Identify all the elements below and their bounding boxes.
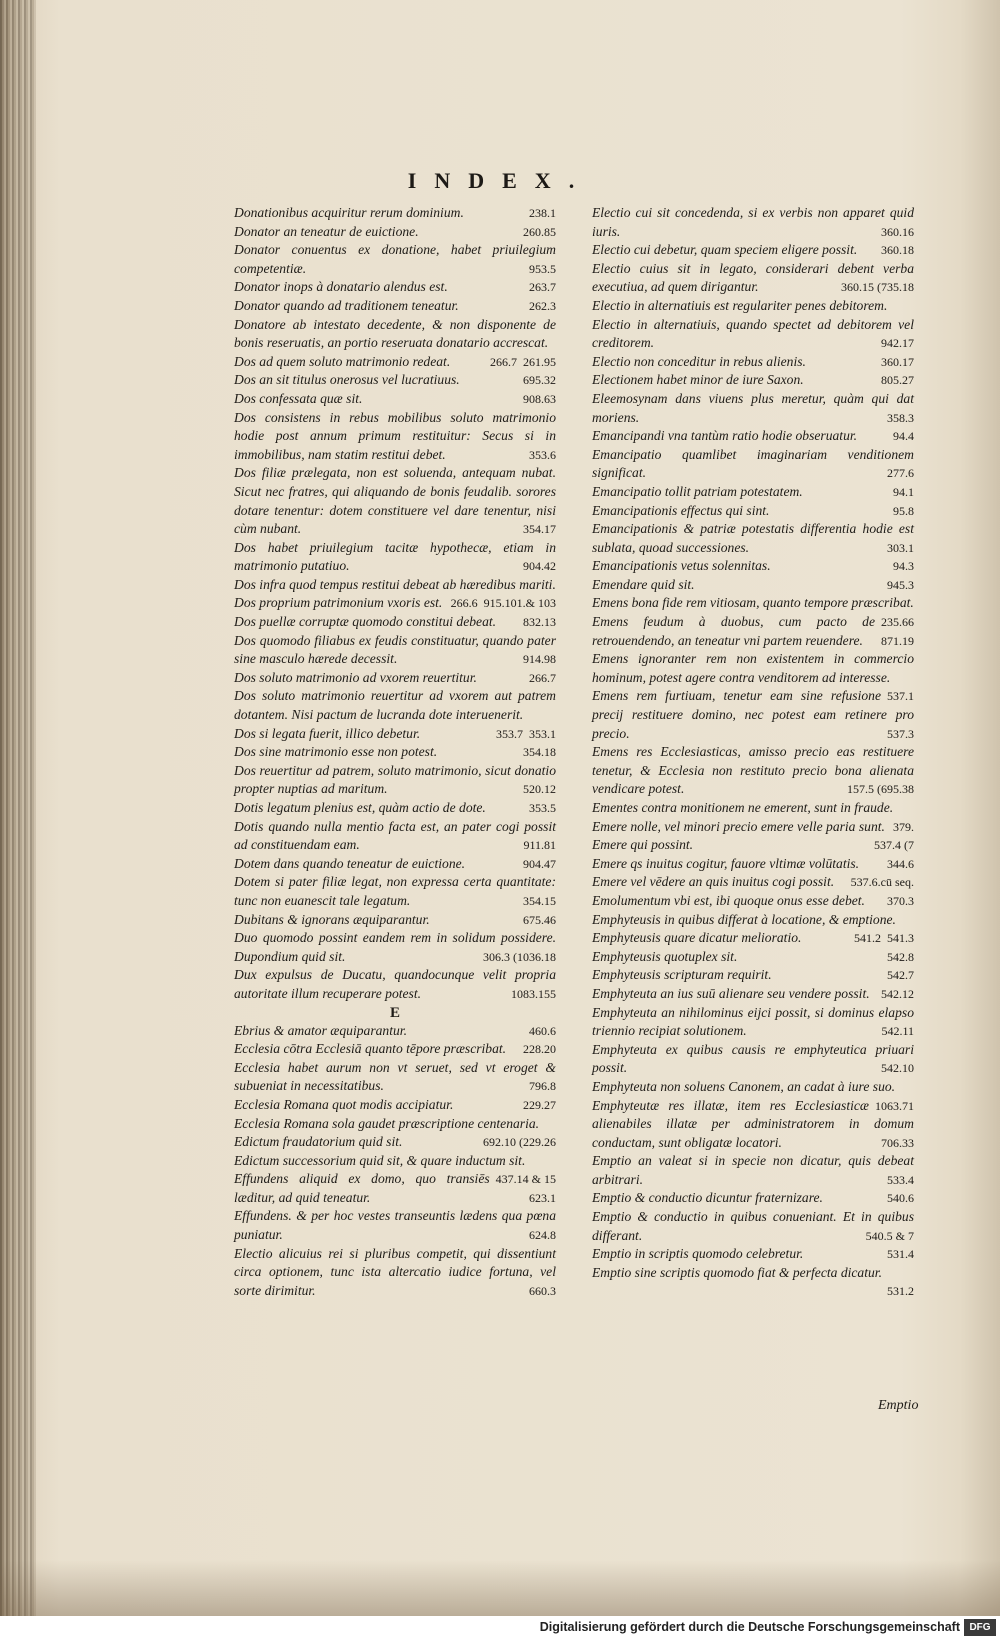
index-entry <box>234 539 556 576</box>
index-entry <box>592 836 914 855</box>
entry-reference: 953.5 <box>529 261 556 276</box>
entry-reference: 379. <box>893 819 914 834</box>
entry-reference: 353.6 <box>529 447 556 462</box>
entry-reference: 360.15 (735.18 <box>841 280 914 295</box>
index-entry <box>234 855 556 874</box>
index-entry <box>592 873 914 892</box>
entry-reference: 460.6 <box>529 1023 556 1038</box>
entry-text: Emens feudum à duobus, cum pacto de retrouendendo, an teneatur vni partem reuendere. <box>592 614 875 648</box>
index-entry <box>234 725 556 744</box>
entry-reference: 266.7 <box>490 354 517 369</box>
entry-reference: 805.27 <box>881 373 914 388</box>
index-entry <box>234 613 556 632</box>
entry-text: Emens ignoranter rem non existentem in commercio hominum, potest agere contra venditorem ad interesse. <box>592 651 914 685</box>
entry-reference: 624.8 <box>529 1228 556 1243</box>
entry-reference: 354.15 <box>523 893 556 908</box>
entry-text: Dotis quando nulla mentio facta est, an pater cogi possit ad constituendam eam. <box>234 818 556 853</box>
entry-text: Ecclesia habet aurum non vt seruet, sed vt eroget & subueniat in necessitatibus. <box>234 1059 556 1094</box>
entry-text: Electio in alternatiuis est regulariter penes debitorem. <box>592 297 888 313</box>
entry-reference: 354.17 <box>523 522 556 537</box>
entry-text: Emendare quid sit. <box>592 576 695 592</box>
index-entry <box>234 873 556 910</box>
entry-text: Dos ad quem soluto matrimonio redeat. <box>234 353 451 369</box>
entry-reference: 360.18 <box>881 243 914 258</box>
entry-reference: 832.13 <box>523 615 556 630</box>
index-entry <box>592 1078 914 1113</box>
entry-text: Dux expulsus de Ducatu, quandocunque velit propria autoritate illum recuperare potest. <box>234 967 556 1001</box>
entry-reference: 542.7 <box>887 968 914 983</box>
entry-text: Dos filiæ prælegata, non est soluenda, antequam nubat. Sicut nec fratres, qui aliquando de bonis feudalib. sorores dotare tenentur: dotem constituere vel dare tenentur, nisi cùm nubant. <box>234 465 556 537</box>
entry-text: Dos infra quod tempus restitui debeat ab hæredibus mariti. <box>234 576 556 592</box>
index-entry <box>592 948 914 967</box>
index-entry <box>592 1041 914 1078</box>
index-entry <box>592 427 914 446</box>
entry-text: Ebrius & amator æquiparantur. <box>234 1022 407 1038</box>
entry-text: Electionem habet minor de iure Saxon. <box>592 372 804 388</box>
index-entry <box>592 929 914 948</box>
entry-reference: 94.1 <box>893 484 914 499</box>
entry-text: Emptio & conductio dicuntur fraternizare. <box>592 1190 823 1206</box>
entry-text: Emphyteuta an nihilominus eijci possit, si dominus elapso triennio recipiat solutionem. <box>592 1004 914 1039</box>
entry-text: Dotis legatum plenius est, quàm actio de dote. <box>234 800 486 815</box>
index-entry <box>592 613 914 650</box>
entry-reference: 235.66 <box>881 615 914 630</box>
index-entry <box>592 1189 914 1208</box>
entry-reference: 660.3 <box>529 1283 556 1298</box>
index-entry <box>234 1115 556 1134</box>
entry-text: Donationibus acquiritur rerum dominium. <box>234 205 464 220</box>
entry-text: Emancipationis vetus solennitas. <box>592 558 771 574</box>
index-entry <box>592 985 914 1004</box>
entry-reference: 675.46 <box>523 912 556 927</box>
index-entry <box>592 502 914 521</box>
entry-text: Emphyteuta ex quibus causis re emphyteutica priuari possit. <box>592 1041 914 1076</box>
index-entry <box>592 687 914 743</box>
index-entry <box>234 390 556 409</box>
index-entry <box>234 762 556 799</box>
entry-reference: 540.6 <box>887 1191 914 1206</box>
entry-reference: 542.12 <box>881 986 914 1001</box>
index-entry <box>592 743 914 799</box>
entry-text: Emptio an valeat si in specie non dicatur, quis debeat arbitrari. <box>592 1153 914 1187</box>
entry-reference: 95.8 <box>893 503 914 518</box>
entry-text: Emphyteusis scripturam requirit. <box>592 967 772 983</box>
entry-reference: 303.1 <box>887 540 914 555</box>
index-entry <box>592 966 914 985</box>
index-entry <box>592 1208 914 1245</box>
entry-text: Ecclesia Romana sola gaudet præscriptione centenaria. <box>234 1115 540 1131</box>
entry-text: Emphyteusis in quibus differat à locatione, & emptione. <box>592 911 896 927</box>
entry-text: Emptio in scriptis quomodo celebretur. <box>592 1246 804 1262</box>
entry-reference: 353.7 <box>496 726 523 741</box>
entry-reference: 911.81 <box>523 838 556 853</box>
entry-reference: 542.8 <box>887 949 914 964</box>
index-entry <box>592 1152 914 1189</box>
entry-reference: 692.10 (229.26 <box>483 1135 556 1150</box>
index-entry <box>592 297 914 316</box>
entry-text: Dos si legata fuerit, illico debetur. <box>234 725 421 741</box>
entry-reference: 354.18 <box>523 745 556 760</box>
index-entry <box>234 371 556 390</box>
entry-reference: 437.14 & 15 <box>495 1172 556 1187</box>
entry-text: Effundens aliquid ex domo, quo transiēs læditur, ad quid teneatur. <box>234 1171 490 1205</box>
entry-text: Dotem si pater filiæ legat, non expressa certa quantitate: tunc non euanescit tale legatum. <box>234 874 556 908</box>
page-title: INDEX. <box>407 168 593 193</box>
entry-reference: 537.6.cū seq. <box>850 875 914 890</box>
entry-reference: 541.2 <box>854 931 881 946</box>
entry-reference: 915.101.& 103 <box>483 596 556 611</box>
entry-text: Emens res Ecclesiasticas, amisso precio eas restituere tenetur, & Ecclesia non restituto precio bona alienata vendicare potest. <box>592 744 914 797</box>
entry-text: Ecclesia cōtra Ecclesiā quanto tēpore præscribat. <box>234 1041 507 1057</box>
entry-reference: 360.17 <box>881 354 914 369</box>
entry-reference: 229.27 <box>523 1097 556 1112</box>
index-entry <box>234 1170 556 1207</box>
entry-reference: 540.5 & 7 <box>865 1228 914 1243</box>
entry-text: Emphyteusis quotuplex sit. <box>592 948 738 964</box>
entry-reference: 370.3 <box>887 893 914 908</box>
entry-text: Dos proprium patrimonium vxoris est. <box>234 595 443 611</box>
entry-reference: 531.2 <box>887 1284 914 1299</box>
index-entry <box>592 353 914 372</box>
entry-text: Emere qs inuitus cogitur, fauore vltimæ volūtatis. <box>592 855 860 871</box>
entry-text: Emancipationis effectus qui sint. <box>592 502 770 518</box>
entry-text: Duo quomodo possint eandem rem in solidum possidere. Dupondium quid sit. <box>234 930 556 964</box>
index-entry <box>592 650 914 704</box>
index-entry <box>234 409 556 465</box>
entry-reference: 94.3 <box>893 559 914 574</box>
index-entry <box>234 1096 556 1115</box>
entry-reference: 1063.71 <box>875 1098 914 1113</box>
index-column-right <box>592 204 914 1301</box>
index-entry <box>592 1004 914 1041</box>
entry-reference: 623.1 <box>529 1190 556 1205</box>
index-entry <box>234 743 556 762</box>
index-entry <box>234 278 556 297</box>
entry-reference: 945.3 <box>887 577 914 592</box>
index-entry <box>592 557 914 576</box>
index-entry <box>592 241 914 260</box>
entry-text: Donator inops à donatario alendus est. <box>234 279 448 295</box>
entry-reference: 94.4 <box>893 429 914 444</box>
entry-reference: 1083.155 <box>511 986 556 1001</box>
index-entry <box>592 576 914 595</box>
index-entry <box>234 799 556 818</box>
entry-reference: 537.1 <box>887 689 914 704</box>
entry-text: Electio cui sit concedenda, si ex verbis non apparet quid iuris. <box>592 205 914 239</box>
index-entry <box>234 241 556 278</box>
index-entry <box>234 929 556 966</box>
entry-reference: 942.17 <box>881 336 914 351</box>
entry-reference: 157.5 (695.38 <box>847 782 914 797</box>
entry-text: Dos confessata quæ sit. <box>234 390 363 406</box>
entry-text: Emolumentum vbi est, ibi quoque onus esse debet. <box>592 892 865 908</box>
entry-text: Dubitans & ignorans æquiparantur. <box>234 911 430 927</box>
entry-reference: 695.32 <box>523 373 556 388</box>
entry-text: Emere vel vēdere an quis inuitus cogi possit. <box>592 874 835 890</box>
index-entry <box>234 632 556 669</box>
index-entry <box>592 204 914 241</box>
entry-reference: 260.85 <box>523 224 556 239</box>
index-entry <box>234 1133 556 1152</box>
entry-text: Dos an sit titulus onerosus vel lucratiuus. <box>234 372 460 388</box>
index-entry <box>592 483 914 502</box>
entry-text: Electio cuius sit in legato, considerari debent verba executiua, ad quem dirigantur. <box>592 260 914 295</box>
index-entry <box>234 1207 556 1244</box>
entry-text: Donator conuentus ex donatione, habet priuilegium competentiæ. <box>234 242 556 276</box>
index-entry <box>592 260 914 297</box>
entry-reference: 914.98 <box>523 652 556 667</box>
entry-reference: 358.3 <box>887 410 914 425</box>
entry-text: Ementes contra monitionem ne emerent, sunt in fraude. <box>592 800 894 815</box>
entry-reference: 262.3 <box>529 298 556 313</box>
index-entry <box>592 371 914 390</box>
entry-text: Emancipandi vna tantùm ratio hodie obseruatur. <box>592 428 858 444</box>
entry-reference: 228.20 <box>523 1042 556 1057</box>
index-entry <box>592 1097 914 1153</box>
entry-reference: 542.11 <box>881 1024 914 1039</box>
entry-text: Emens bona fide rem vitiosam, quanto tempore præscribat. <box>592 595 914 611</box>
entry-text: Donator quando ad traditionem teneatur. <box>234 297 459 313</box>
index-entry <box>592 799 914 818</box>
catchword: Emptio <box>878 1398 919 1413</box>
index-entry <box>592 594 914 630</box>
index-entry <box>592 892 914 911</box>
entry-text: Dos sine matrimonio esse non potest. <box>234 744 438 760</box>
entry-text: Dos consistens in rebus mobilibus soluto matrimonio hodie post annum primum restituitur: Secus si in immobilibus, nam statim restitui debet. <box>234 409 556 462</box>
entry-text: Electio alicuius rei si pluribus competit, qui dissentiunt circa optionem, tunc ista altercatio iudice fortuna, vel sorte dirimitur. <box>234 1245 556 1298</box>
entry-reference: 537.4 (7 <box>874 838 914 853</box>
footer-bar <box>0 1616 1000 1640</box>
entry-text: Dotem dans quando teneatur de euictione. <box>234 855 466 871</box>
entry-text: Emens rem furtiuam, tenetur eam sine refusione precij restituere domino, nec potest eam retinere pro precio. <box>592 688 914 741</box>
index-entry <box>234 1245 556 1301</box>
entry-text: Electio in alternatiuis, quando spectet ad debitorem vel creditorem. <box>592 316 914 351</box>
entry-text: Emphyteuta non soluens Canonem, an cadat à iure suo. <box>592 1078 896 1094</box>
entry-text: Donator an teneatur de euictione. <box>234 223 419 239</box>
entry-reference: 277.6 <box>887 466 914 481</box>
entry-reference: 238.1 <box>529 206 556 220</box>
entry-text: Dos puellæ corruptæ quomodo constitui debeat. <box>234 614 497 630</box>
entry-text: Edictum fraudatorium quid sit. <box>234 1134 403 1150</box>
index-entry <box>234 223 556 242</box>
index-entry <box>592 446 914 483</box>
index-entry <box>234 204 556 223</box>
page-shadow <box>0 1560 1000 1620</box>
index-entry <box>592 316 914 353</box>
entry-text: Dos soluto matrimonio ad vxorem reuertitur. <box>234 669 477 685</box>
entry-reference: 344.6 <box>887 856 914 871</box>
page-gutter <box>0 0 36 1640</box>
entry-reference: 542.10 <box>881 1061 914 1076</box>
entry-text: Electio cui debetur, quam speciem eligere possit. <box>592 242 858 258</box>
entry-text: Dos soluto matrimonio reuertitur ad vxorem aut patrem dotantem. Nisi pactum de lucranda dote interuenerit. <box>234 688 556 723</box>
index-entry <box>234 297 556 316</box>
entry-reference: 306.3 (1036.18 <box>483 949 556 964</box>
entry-reference: 263.7 <box>529 280 556 295</box>
entry-text: Emancipatio quamlibet imaginariam venditionem significat. <box>592 446 914 481</box>
entry-reference: 353.5 <box>529 801 556 815</box>
entry-reference: 541.3 <box>887 931 914 946</box>
entry-text: Emancipatio tollit patriam potestatem. <box>592 483 803 499</box>
entry-text: Emphyteutæ res illatæ, item res Ecclesiasticæ alienabiles illatæ per administratorem in domum conductam, sunt obligatæ locatori. <box>592 1097 914 1150</box>
index-entry <box>592 818 914 837</box>
dfg-logo: DFG <box>964 1619 996 1636</box>
entry-reference: 266.6 <box>450 596 478 611</box>
index-entry <box>234 911 556 930</box>
index-entry <box>592 1245 914 1264</box>
entry-reference: 706.33 <box>881 1135 914 1150</box>
index-entry <box>234 1152 556 1187</box>
index-entry <box>234 1022 556 1041</box>
index-entry <box>234 966 556 1003</box>
index-entry <box>592 855 914 874</box>
entry-text: Edictum successorium quid sit, & quare inductum sit. <box>234 1152 526 1168</box>
entry-text: Emphyteuta an ius suū alienare seu vendere possit. <box>592 985 870 1001</box>
entry-reference: 796.8 <box>529 1079 556 1094</box>
entry-reference: 360.16 <box>881 224 914 239</box>
index-entry <box>234 669 556 688</box>
index-column-left <box>234 204 556 1300</box>
entry-text: Emere qui possint. <box>592 837 694 853</box>
index-entry <box>234 1040 556 1059</box>
entry-reference: 531.4 <box>887 1247 914 1262</box>
entry-text: Effundens. & per hoc vestes transeuntis lædens qua pœna puniatur. <box>234 1208 556 1243</box>
entry-reference: 537.3 <box>887 726 914 741</box>
index-entry <box>592 1264 914 1299</box>
entry-reference: 904.47 <box>523 856 556 871</box>
entry-reference: 353.1 <box>529 726 556 741</box>
entry-reference: 520.12 <box>523 782 556 797</box>
entry-reference: 871.19 <box>881 633 914 648</box>
entry-text: Dos quomodo filiabus ex feudis constituatur, quando pater sine masculo hærede decessit. <box>234 632 556 667</box>
entry-text: Emptio sine scriptis quomodo fiat & perfecta dicatur. <box>592 1264 882 1280</box>
index-entry <box>234 594 556 613</box>
entry-text: Dos reuertitur ad patrem, soluto matrimonio, sicut donatio propter nuptias ad maritum. <box>234 762 556 797</box>
entry-text: Emphyteusis quare dicatur melioratio. <box>592 930 802 946</box>
entry-reference: 904.42 <box>523 559 556 574</box>
footer-credit: Digitalisierung gefördert durch die Deutsche Forschungsgemeinschaft <box>539 1620 960 1634</box>
entry-reference: 908.63 <box>523 391 556 406</box>
entry-text: Electio non conceditur in rebus alienis. <box>592 353 806 369</box>
entry-text: Donatore ab intestato decedente, & non disponente de bonis reseruatis, an portio reseruata donatario accrescat. <box>234 316 556 351</box>
entry-text: Emancipationis & patriæ potestatis differentia hodie est sublata, quoad successiones. <box>592 521 914 555</box>
entry-reference: 261.95 <box>523 354 556 369</box>
index-entry <box>234 353 556 372</box>
entry-reference: 266.7 <box>529 670 556 685</box>
index-entry <box>592 390 914 427</box>
index-entry <box>592 520 914 557</box>
entry-text: Dos habet priuilegium tacitæ hypothecæ, etiam in matrimonio putatiuo. <box>234 539 556 574</box>
entry-text: Emere nolle, vel minori precio emere velle paria sunt. <box>592 818 885 834</box>
section-letter: E <box>389 1004 400 1021</box>
entry-text: Emptio & conductio in quibus conueniant. Et in quibus differant. <box>592 1209 914 1243</box>
entry-text: Ecclesia Romana quot modis accipiatur. <box>234 1096 454 1112</box>
index-entry <box>234 818 556 855</box>
index-entry <box>234 464 556 538</box>
entry-text: Eleemosynam dans viuens plus meretur, quàm qui dat moriens. <box>592 390 914 425</box>
entry-reference: 533.4 <box>887 1172 914 1187</box>
index-entry <box>234 1059 556 1096</box>
